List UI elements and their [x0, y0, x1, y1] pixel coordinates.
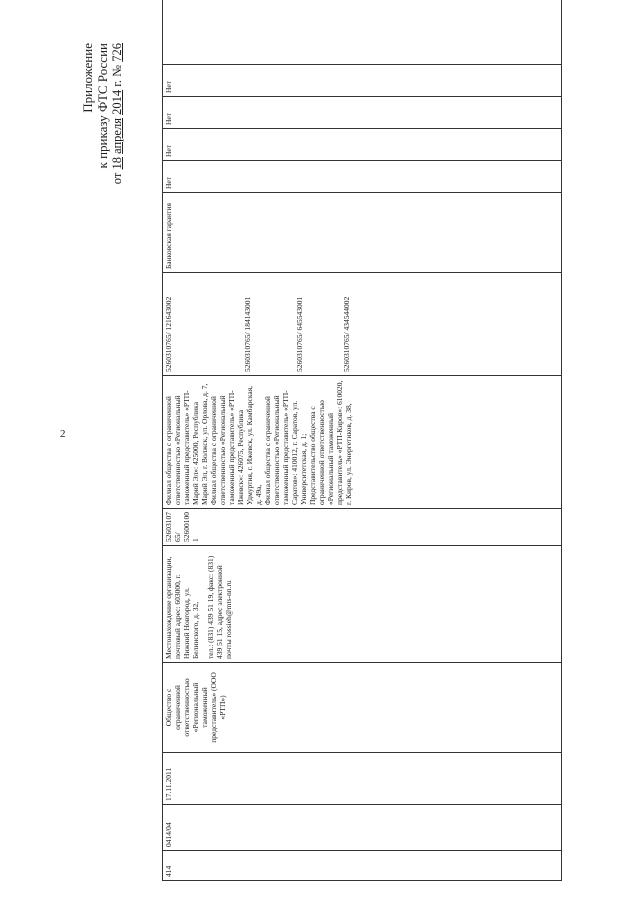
order-number: 726: [110, 43, 124, 62]
appendix-date: от 18 апреля 2014 г. № 726: [110, 43, 124, 185]
cell-security: Банковская гарантия: [163, 193, 562, 273]
appendix-order-ref: к приказу ФТС России: [95, 43, 110, 169]
date-year: 2014: [110, 89, 124, 115]
address-text: Местонахождение организации, почтовый адрес: 603000, г. Нижний Новгород, ул. Белинского, д. 32,: [164, 556, 200, 659]
date-day: 18: [110, 157, 124, 170]
cell-branch-codes: [163, 273, 562, 376]
cell-empty: [163, 0, 562, 65]
cell-flag-4: Нет: [163, 65, 562, 97]
table-row: [163, 0, 562, 881]
appendix-title: Приложение: [80, 43, 95, 113]
cell-number: 414: [163, 851, 562, 881]
cell-flag-3: Нет: [163, 97, 562, 129]
branch-code: 5260310765/ 121643002: [164, 296, 173, 372]
cell-flag-1: Нет: [163, 161, 562, 193]
branch-code: 5260310765/ 184143001: [243, 296, 252, 372]
branch-item: Филиал общества с ограниченной ответственностью «Региональный таможенный представитель» «РТП-Ижевск»: 426075, Республика Удмуртия, г. Ижевск, ул. Камбарская, д. 49а,: [209, 385, 263, 505]
branch-item: Филиал общества с ограниченной ответственностью «Региональный таможенный представитель» «РТП-Саратов»: 410012, г. Саратов, ул. Университетская, д. 1;: [263, 390, 308, 505]
branch-code: 5260310765/ 645543001: [295, 296, 304, 372]
cell-organization-name: Общество с ограниченной ответственностью «Региональный таможенный представитель» (ООО «РТП»): [163, 663, 562, 753]
cell-date: 17.11.2011: [163, 753, 562, 805]
contacts-text: тел.: (831) 439 51 19, факс: (831) 439 51 15, адрес электронной почты rossieh@mts-nn.ru: [206, 555, 233, 659]
appendix-header: [80, 43, 125, 343]
branch-item: Филиал общества с ограниченной ответственностью «Региональный таможенный представитель» «РТП-Марий Эл»: 425000, Республика Марий Эл, г. Волжск, ул. Орлова, д. 7,: [164, 383, 209, 505]
registry-table: [162, 0, 562, 881]
branch-code: 5260310765/ 434544002: [342, 296, 351, 372]
rotated-page-content: [68, 41, 578, 881]
branch-item: Представительство общества с ограниченной ответственностью «Региональный таможенный представитель» «РТП-Киров»: 610020, г. Киров, ул. Энергетиков, д. 38,: [308, 380, 353, 505]
cell-branches: [163, 376, 562, 509]
date-month: апреля: [110, 118, 124, 154]
cell-flag-2: Нет: [163, 129, 562, 161]
cell-address: [163, 546, 562, 663]
cell-inn-kpp: 5260310765/ 526001001: [163, 509, 562, 546]
page-number: 2: [60, 428, 66, 440]
cell-registration-number: 0414/04: [163, 805, 562, 851]
